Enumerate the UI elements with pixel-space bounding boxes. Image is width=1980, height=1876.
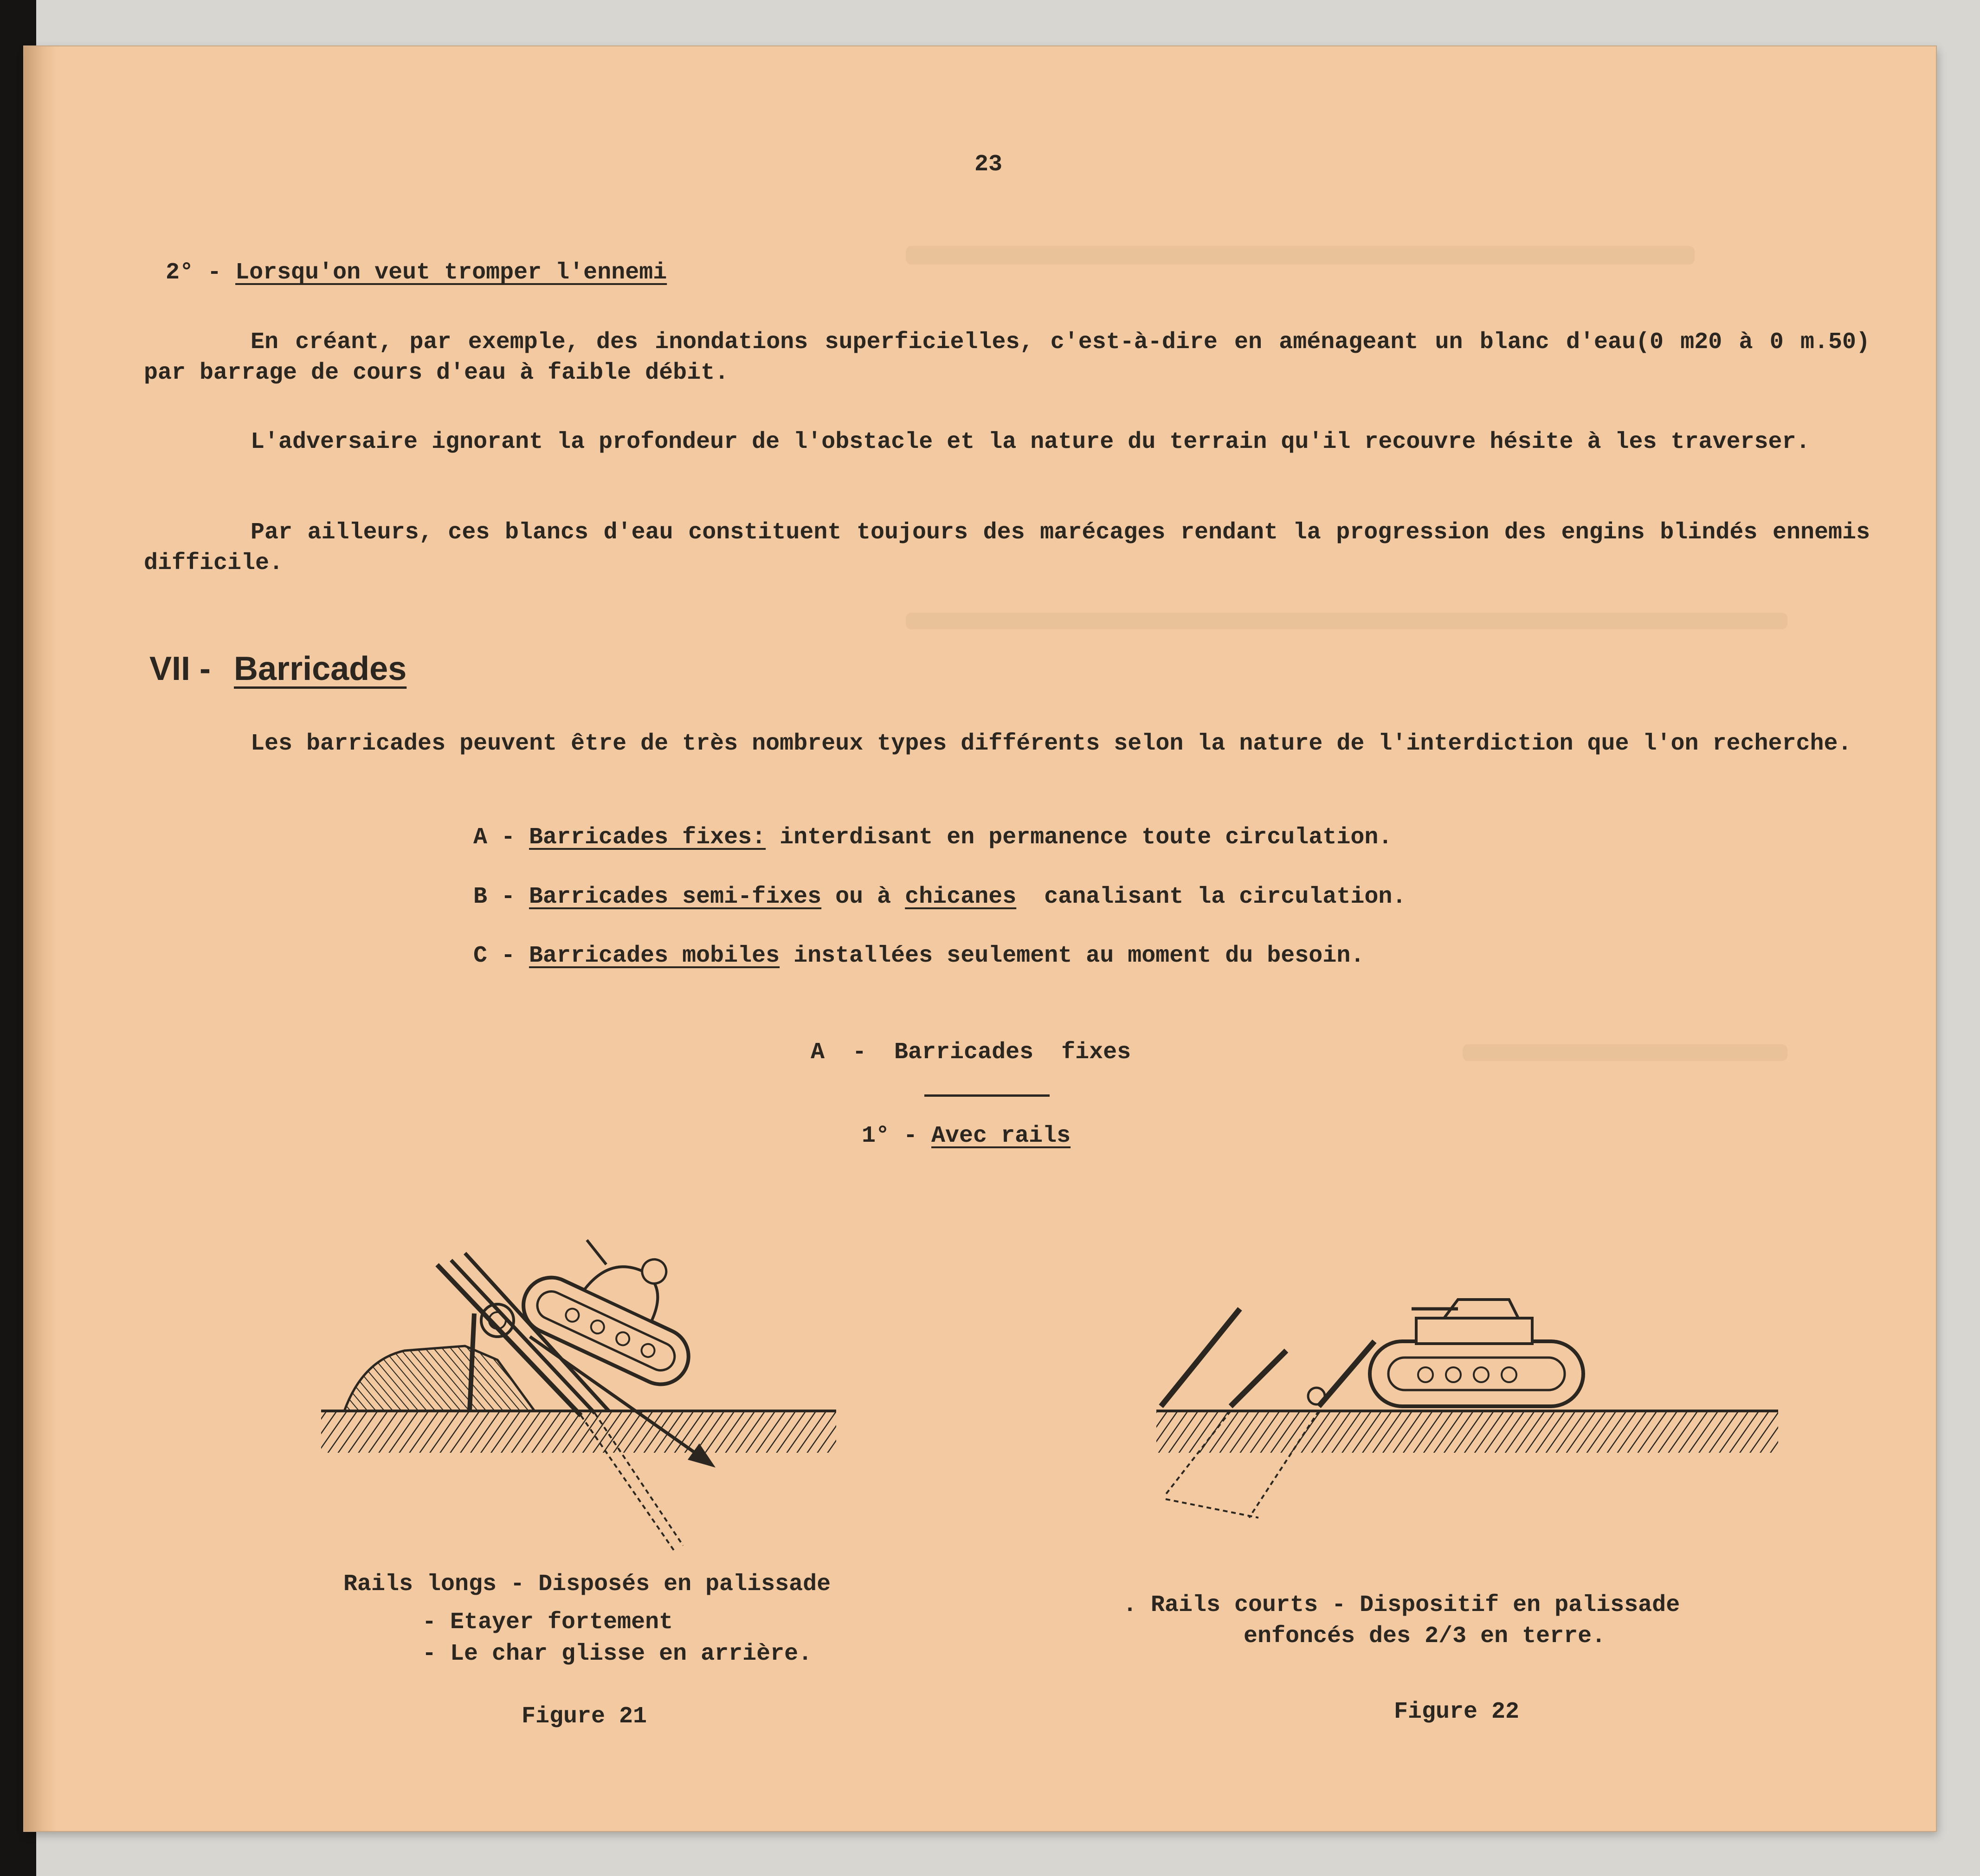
subsection-item xyxy=(862,1121,1071,1151)
section-2-dash: - xyxy=(207,259,222,286)
ground-hatching xyxy=(321,1411,836,1453)
list-item-term: Barricades fixes: xyxy=(529,824,766,851)
list-item-text: interdisant en permanence toute circulation. xyxy=(766,824,1393,851)
figure-22-caption-line-1: . Rails courts - Dispositif en palissade xyxy=(1123,1592,1680,1618)
ground-hatching xyxy=(1156,1411,1778,1453)
list-item-c xyxy=(473,941,1364,971)
list-item-text: canalisant la circulation. xyxy=(1016,884,1406,910)
list-item-b xyxy=(473,882,1406,912)
tank-icon xyxy=(514,1216,722,1394)
subsection-item-number: 1° - xyxy=(862,1123,918,1149)
figure-21-caption-line-2: - Etayer fortement xyxy=(422,1609,673,1636)
list-item-letter: C - xyxy=(473,943,516,969)
rail-icon xyxy=(1161,1309,1240,1406)
figure-22-caption-line-2: enfoncés des 2/3 en terre. xyxy=(1244,1623,1606,1650)
figure-21-caption-line-1: Rails longs - Disposés en palissade xyxy=(343,1571,831,1598)
tank-icon xyxy=(1370,1300,1583,1406)
list-item-term: Barricades semi-fixes xyxy=(529,884,822,910)
subsection-item-title: Avec rails xyxy=(931,1123,1071,1149)
list-item-text: ou à xyxy=(821,884,905,910)
earth-mound xyxy=(344,1346,535,1411)
intro-paragraph: Les barricades peuvent être de très nombreux types différents selon la nature de l'interdiction que l'on recherche. xyxy=(251,731,1852,757)
paragraph-3: Par ailleurs, ces blancs d'eau constituent toujours des marécages rendant la progression des engins blindés ennemis difficile. xyxy=(144,519,1870,576)
list-item-text: installées seulement au moment du besoin. xyxy=(780,943,1365,969)
list-item-term: Barricades mobiles xyxy=(529,943,780,969)
rail-icon xyxy=(1319,1341,1374,1406)
section-vii-heading xyxy=(149,650,406,688)
paragraph-2: L'adversaire ignorant la profondeur de l'obstacle et la nature du terrain qu'il recouvre hésite à les traverser. xyxy=(251,429,1810,455)
list-item-letter: B - xyxy=(473,884,516,910)
rail-icon xyxy=(1231,1351,1286,1406)
buried-rail-icon xyxy=(1166,1499,1258,1518)
figure-22-label: Figure 22 xyxy=(1394,1699,1520,1725)
subsection-title: A - Barricades fixes xyxy=(811,1039,1131,1066)
figure-21-label: Figure 21 xyxy=(522,1703,647,1730)
paragraph-1: En créant, par exemple, des inondations superficielles, c'est-à-dire en aménageant un blanc d'eau(0 m20 à 0 m.50) par barrage de cours d'eau à faible débit. xyxy=(144,329,1870,386)
list-item-term: chicanes xyxy=(905,884,1017,910)
figure-21-caption-line-3: - Le char glisse en arrière. xyxy=(422,1641,813,1667)
rail-end-icon xyxy=(1308,1388,1325,1404)
section-vii-number: VII - xyxy=(149,650,211,687)
list-item-letter: A - xyxy=(473,824,516,851)
section-vii-title: Barricades xyxy=(234,650,407,687)
document-page xyxy=(24,46,1936,1831)
section-2-title: Lorsqu'on veut tromper l'ennemi xyxy=(235,259,667,286)
figure-21-illustration xyxy=(312,1184,869,1564)
page-number: 23 xyxy=(974,151,1003,178)
subsection-rule xyxy=(924,1094,1050,1097)
section-2-number: 2° xyxy=(166,259,194,286)
list-item-a xyxy=(473,822,1392,853)
section-2-heading xyxy=(166,258,667,288)
figure-22-illustration xyxy=(1138,1249,1797,1546)
